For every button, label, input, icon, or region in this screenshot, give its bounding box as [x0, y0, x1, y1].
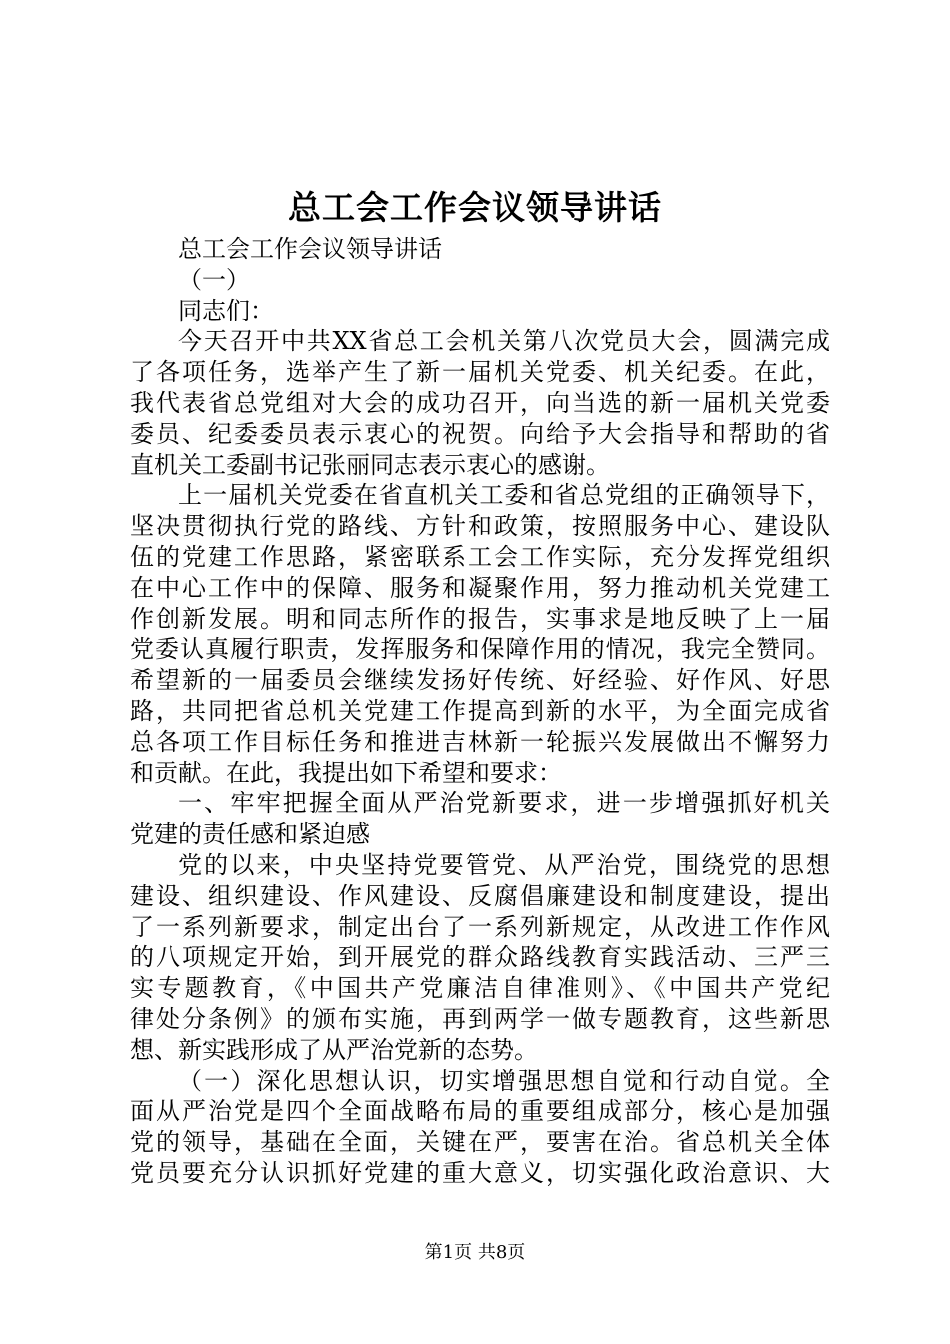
text-line: 直机关工委副书记张丽同志表示衷心的感谢。 [130, 450, 610, 479]
text-line: 一、牢牢把握全面从严治党新要求，进一步增强抓好机关 [178, 789, 830, 818]
text-line: 希望新的一届委员会继续发扬好传统、好经验、好作风、好思 [130, 666, 830, 695]
text-line: 上一届机关党委在省直机关工委和省总党组的正确领导下， [178, 481, 830, 510]
text-line: 的八项规定开始，到开展党的群众路线教育实践活动、三严三 [130, 943, 830, 972]
document-body [130, 234, 830, 1189]
text-line: 坚决贯彻执行党的路线、方针和政策，按照服务中心、建设队 [130, 512, 830, 541]
text-line: 在中心工作中的保障、服务和凝聚作用，努力推动机关党建工 [130, 573, 830, 602]
text-line: 想、新实践形成了从严治党新的态势。 [130, 1035, 538, 1064]
text-line: （一）深化思想认识，切实增强思想自觉和行动自觉。全 [178, 1066, 830, 1095]
text-line: 同志们： [178, 296, 274, 325]
text-line: 总各项工作目标任务和推进吉林新一轮振兴发展做出不懈努力 [130, 727, 830, 756]
text-line: 面从严治党是四个全面战略布局的重要组成部分，核心是加强 [130, 1097, 830, 1126]
text-line: 党建的责任感和紧迫感 [130, 820, 370, 849]
text-line: 建设、组织建设、作风建设、反腐倡廉建设和制度建设，提出 [130, 881, 830, 910]
text-line: 党员要充分认识抓好党建的重大意义，切实强化政治意识、大 [130, 1158, 830, 1187]
text-line: 实专题教育，《中国共产党廉洁自律准则》、《中国共产党纪 [130, 974, 830, 1003]
text-line: 党委认真履行职责，发挥服务和保障作用的情况，我完全赞同。 [130, 635, 830, 664]
text-line: 路，共同把省总机关党建工作提高到新的水平，为全面完成省 [130, 696, 830, 725]
text-line: 了各项任务，选举产生了新一届机关党委、机关纪委。在此， [130, 358, 830, 387]
text-line: 和贡献。在此，我提出如下希望和要求： [130, 758, 562, 787]
document-title: 总工会工作会议领导讲话 [288, 188, 662, 227]
text-line: 委员、纪委委员表示衷心的祝贺。向给予大会指导和帮助的省 [130, 419, 830, 448]
text-line: 党的领导，基础在全面，关键在严，要害在治。省总机关全体 [130, 1128, 830, 1157]
text-line: 作创新发展。明和同志所作的报告，实事求是地反映了上一届 [130, 604, 830, 633]
text-line: 今天召开中共XX省总工会机关第八次党员大会，圆满完成 [178, 327, 830, 356]
text-line: （一） [178, 265, 250, 294]
text-line: 我代表省总党组对大会的成功召开，向当选的新一届机关党委 [130, 388, 830, 417]
text-line: 党的以来，中央坚持党要管党、从严治党，围绕党的思想 [178, 850, 830, 879]
text-line: 律处分条例》的颁布实施，再到两学一做专题教育，这些新思 [130, 1004, 830, 1033]
text-line: 伍的党建工作思路，紧密联系工会工作实际，充分发挥党组织 [130, 542, 830, 571]
page-footer: 第1页 共8页 [424, 1242, 526, 1263]
text-line: 总工会工作会议领导讲话 [178, 235, 442, 263]
text-line: 了一系列新要求，制定出台了一系列新规定，从改进工作作风 [130, 912, 830, 941]
